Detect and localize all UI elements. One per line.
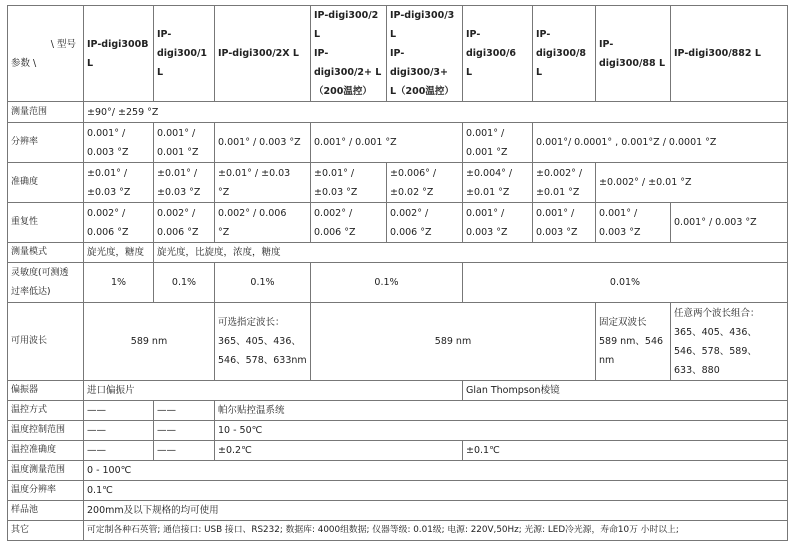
resolution-cell: 0.001° / 0.001 °Z bbox=[463, 123, 533, 163]
row-label: 其它 bbox=[8, 521, 84, 541]
polarizer-cell: 进口偏振片 bbox=[84, 381, 463, 401]
other-value: 可定制各种石英管; 通信接口: USB 接口、RS232; 数据库: 4000组数据; 仪器等级: 0.01级; 电源: 220V,50Hz; 光源: LED冷光源，寿命10万 小时以上; bbox=[84, 521, 788, 541]
row-temp-range bbox=[8, 421, 788, 441]
wavelength-cell: 任意两个波长组合： 365、405、436、 546、578、589、 633、880 bbox=[671, 303, 788, 381]
row-label: 可用波长 bbox=[8, 303, 84, 381]
temp-range-cell: 10 - 50℃ bbox=[215, 421, 788, 441]
row-repeatability bbox=[8, 203, 788, 243]
row-accuracy bbox=[8, 163, 788, 203]
repeatability-cell: 0.002° / 0.006 °Z bbox=[387, 203, 463, 243]
model-header: IP-digi300/2X L bbox=[215, 6, 311, 102]
mode-cell: 旋光度，糖度 bbox=[84, 243, 154, 263]
corner-model-label: \ 型号 bbox=[50, 38, 76, 50]
accuracy-cell: ±0.006° / ±0.02 °Z bbox=[387, 163, 463, 203]
accuracy-cell: ±0.002° / ±0.01 °Z bbox=[533, 163, 596, 203]
sensitivity-cell: 0.1% bbox=[154, 263, 215, 303]
model-header: IP- digi300/88 L bbox=[596, 6, 671, 102]
wavelength-cell: 589 nm bbox=[84, 303, 215, 381]
model-header: IP- digi300/8 L bbox=[533, 6, 596, 102]
row-other bbox=[8, 521, 788, 541]
row-label: 测量模式 bbox=[8, 243, 84, 263]
repeatability-cell: 0.002° / 0.006 °Z bbox=[215, 203, 311, 243]
model-header: IP-digi300/882 L bbox=[671, 6, 788, 102]
accuracy-cell: ±0.01° / ±0.03 °Z bbox=[215, 163, 311, 203]
range-value: ±90°/ ±259 °Z bbox=[84, 102, 788, 123]
mode-cell: 旋光度，比旋度，浓度，糖度 bbox=[154, 243, 788, 263]
row-label: 偏振器 bbox=[8, 381, 84, 401]
repeatability-cell: 0.001° / 0.003 °Z bbox=[596, 203, 671, 243]
row-label: 灵敏度(可测透 过率低达) bbox=[8, 263, 84, 303]
repeatability-cell: 0.002° / 0.006 °Z bbox=[311, 203, 387, 243]
model-header: IP-digi300/3 L IP-digi300/3+ L（200温控） bbox=[387, 6, 463, 102]
accuracy-cell: ±0.004° / ±0.01 °Z bbox=[463, 163, 533, 203]
row-sensitivity bbox=[8, 263, 788, 303]
model-header: IP-digi300B L bbox=[84, 6, 154, 102]
row-wavelength bbox=[8, 303, 788, 381]
repeatability-cell: 0.002° / 0.006 °Z bbox=[154, 203, 215, 243]
repeatability-cell: 0.001° / 0.003 °Z bbox=[463, 203, 533, 243]
accuracy-cell: ±0.002° / ±0.01 °Z bbox=[596, 163, 788, 203]
row-label: 温度控制范围 bbox=[8, 421, 84, 441]
repeatability-cell: 0.002° / 0.006 °Z bbox=[84, 203, 154, 243]
row-label: 准确度 bbox=[8, 163, 84, 203]
row-label: 温控方式 bbox=[8, 401, 84, 421]
resolution-cell: 0.001° / 0.001 °Z bbox=[311, 123, 463, 163]
model-header: IP-digi300/2 L IP- digi300/2+ L （200温控） bbox=[311, 6, 387, 102]
temp-accuracy-cell: ±0.2℃ bbox=[215, 441, 463, 461]
temp-range-cell: —— bbox=[154, 421, 215, 441]
row-temp-measure bbox=[8, 461, 788, 481]
row-temp-resolution bbox=[8, 481, 788, 501]
corner-cell bbox=[8, 6, 84, 102]
resolution-cell: 0.001° / 0.001 °Z bbox=[154, 123, 215, 163]
row-label: 分辨率 bbox=[8, 123, 84, 163]
sensitivity-cell: 1% bbox=[84, 263, 154, 303]
sensitivity-cell: 0.1% bbox=[215, 263, 311, 303]
resolution-cell: 0.001° / 0.003 °Z bbox=[84, 123, 154, 163]
header-row bbox=[8, 6, 788, 102]
row-label: 测量范围 bbox=[8, 102, 84, 123]
accuracy-cell: ±0.01° / ±0.03 °Z bbox=[311, 163, 387, 203]
accuracy-cell: ±0.01° / ±0.03 °Z bbox=[154, 163, 215, 203]
resolution-cell: 0.001°/ 0.0001° , 0.001°Z / 0.0001 °Z bbox=[533, 123, 788, 163]
row-label: 温控准确度 bbox=[8, 441, 84, 461]
row-label: 重复性 bbox=[8, 203, 84, 243]
accuracy-cell: ±0.01° / ±0.03 °Z bbox=[84, 163, 154, 203]
temp-method-cell: 帕尔贴控温系统 bbox=[215, 401, 788, 421]
wavelength-cell: 可选指定波长： 365、405、436、 546、578、633nm bbox=[215, 303, 311, 381]
wavelength-cell: 589 nm bbox=[311, 303, 596, 381]
spec-table bbox=[7, 5, 788, 541]
row-sample-cell bbox=[8, 501, 788, 521]
row-polarizer bbox=[8, 381, 788, 401]
temp-accuracy-cell: —— bbox=[154, 441, 215, 461]
temp-measure-cell: 0 - 100℃ bbox=[84, 461, 788, 481]
sensitivity-cell: 0.01% bbox=[463, 263, 788, 303]
row-label: 温度测量范围 bbox=[8, 461, 84, 481]
model-header: IP-digi300/6 L bbox=[463, 6, 533, 102]
corner-param-label: 参数 \ bbox=[11, 57, 37, 69]
temp-resolution-cell: 0.1℃ bbox=[84, 481, 788, 501]
temp-accuracy-cell: —— bbox=[84, 441, 154, 461]
temp-method-cell: —— bbox=[154, 401, 215, 421]
repeatability-cell: 0.001° / 0.003 °Z bbox=[533, 203, 596, 243]
resolution-cell: 0.001° / 0.003 °Z bbox=[215, 123, 311, 163]
repeatability-cell: 0.001° / 0.003 °Z bbox=[671, 203, 788, 243]
row-temp-method bbox=[8, 401, 788, 421]
row-mode bbox=[8, 243, 788, 263]
row-temp-accuracy bbox=[8, 441, 788, 461]
sensitivity-cell: 0.1% bbox=[311, 263, 463, 303]
polarizer-cell: Glan Thompson棱镜 bbox=[463, 381, 788, 401]
row-label: 样品池 bbox=[8, 501, 84, 521]
model-header: IP- digi300/1 L bbox=[154, 6, 215, 102]
sample-cell-value: 200mm及以下规格的均可使用 bbox=[84, 501, 788, 521]
row-label: 温度分辨率 bbox=[8, 481, 84, 501]
temp-method-cell: —— bbox=[84, 401, 154, 421]
row-range bbox=[8, 102, 788, 123]
temp-accuracy-cell: ±0.1℃ bbox=[463, 441, 788, 461]
temp-range-cell: —— bbox=[84, 421, 154, 441]
wavelength-cell: 固定双波长 589 nm、546 nm bbox=[596, 303, 671, 381]
row-resolution bbox=[8, 123, 788, 163]
